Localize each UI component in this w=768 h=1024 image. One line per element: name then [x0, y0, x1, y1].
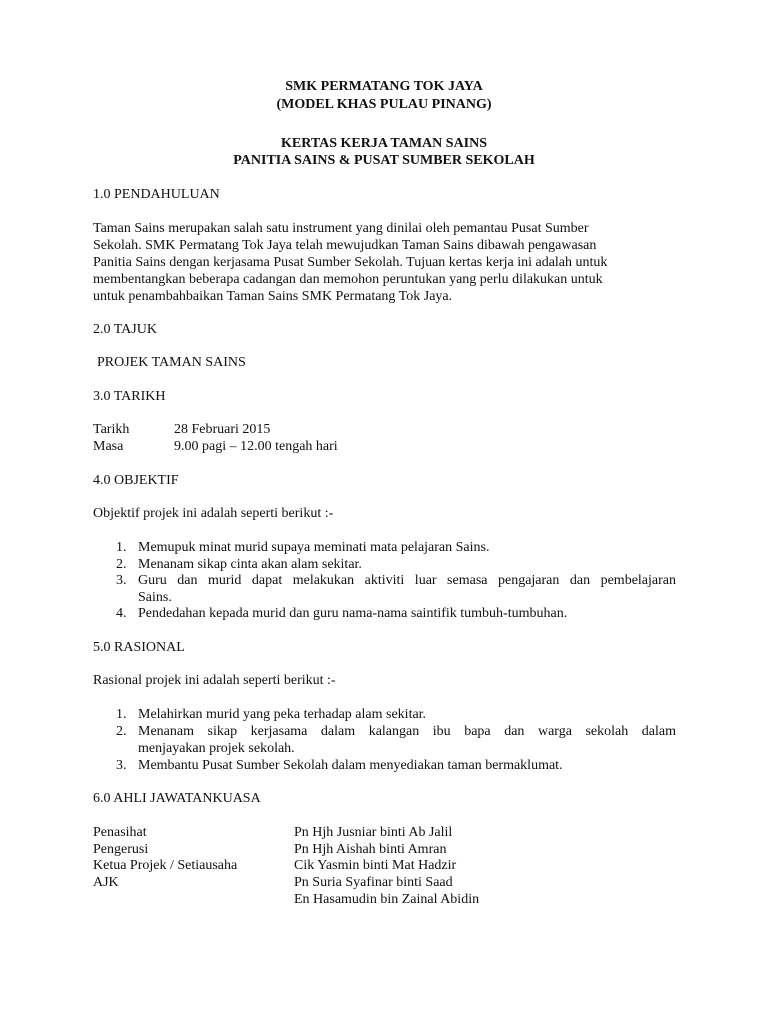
section-heading-rational: 5.0 RASIONAL: [93, 640, 185, 655]
list-text: Membantu Pusat Sumber Sekolah dalam menyediakan taman bermaklumat.: [138, 758, 563, 773]
section-heading-committee: 6.0 AHLI JAWATANKUASA: [93, 791, 261, 806]
list-text: Memupuk minat murid supaya meminati mata pelajaran Sains.: [138, 540, 490, 555]
time-label: Masa: [93, 439, 124, 454]
list-text: Pendedahan kepada murid dan guru nama-nama saintifik tumbuh-tumbuhan.: [138, 606, 568, 621]
list-number: 2.: [116, 724, 127, 739]
list-text: menjayakan projek sekolah.: [138, 741, 295, 756]
intro-line: Sekolah. SMK Permatang Tok Jaya telah mewujudkan Taman Sains dibawah pengawasan: [93, 238, 597, 253]
intro-line: membentangkan beberapa cadangan dan memohon peruntukan yang perlu dilakukan untuk: [93, 272, 603, 287]
school-name: SMK PERMATANG TOK JAYA: [285, 79, 483, 94]
section-heading-date: 3.0 TARIKH: [93, 389, 166, 404]
committee-role: Penasihat: [93, 825, 147, 840]
list-text: Menanam sikap kerjasama dalam kalangan ibu bapa dan warga sekolah dalam: [138, 724, 676, 739]
committee-name: Pn Suria Syafinar binti Saad: [294, 875, 453, 890]
list-text: Sains.: [138, 590, 172, 605]
list-number: 2.: [116, 557, 127, 572]
objective-intro: Objektif projek ini adalah seperti berikut :-: [93, 506, 334, 521]
list-number: 1.: [116, 707, 127, 722]
list-text: Melahirkan murid yang peka terhadap alam sekitar.: [138, 707, 427, 722]
rational-intro: Rasional projek ini adalah seperti berikut :-: [93, 673, 336, 688]
section-heading-objective: 4.0 OBJEKTIF: [93, 473, 179, 488]
committee-role: Ketua Projek / Setiausaha: [93, 858, 238, 873]
committee-role: AJK: [93, 875, 119, 890]
committee-name: Pn Hjh Jusniar binti Ab Jalil: [294, 825, 453, 840]
committee-role: Pengerusi: [93, 842, 149, 857]
document-title: KERTAS KERJA TAMAN SAINS: [280, 136, 488, 151]
intro-line: Taman Sains merupakan salah satu instrument yang dinilai oleh pemantau Pusat Sumber: [93, 221, 589, 236]
intro-line: untuk penambahbaikan Taman Sains SMK Permatang Tok Jaya.: [93, 289, 453, 304]
committee-name: En Hasamudin bin Zainal Abidin: [294, 892, 480, 907]
school-model: (MODEL KHAS PULAU PINANG): [276, 97, 492, 112]
list-number: 3.: [116, 758, 127, 773]
date-value: 28 Februari 2015: [174, 422, 271, 437]
list-number: 3.: [116, 573, 127, 588]
committee-name: Pn Hjh Aishah binti Amran: [294, 842, 447, 857]
committee-title: PANITIA SAINS & PUSAT SUMBER SEKOLAH: [233, 153, 535, 168]
time-value: 9.00 pagi – 12.00 tengah hari: [174, 439, 338, 454]
section-heading-intro: 1.0 PENDAHULUAN: [93, 187, 220, 202]
list-text: Guru dan murid dapat melakukan aktiviti luar semasa pengajaran dan pembelajaran: [138, 573, 676, 588]
intro-line: Panitia Sains dengan kerjasama Pusat Sumber Sekolah. Tujuan kertas kerja ini adalah untuk: [93, 255, 608, 270]
committee-name: Cik Yasmin binti Mat Hadzir: [294, 858, 457, 873]
project-title: PROJEK TAMAN SAINS: [97, 355, 246, 370]
list-number: 1.: [116, 540, 127, 555]
list-text: Menanam sikap cinta akan alam sekitar.: [138, 557, 362, 572]
date-label: Tarikh: [93, 422, 130, 437]
section-heading-title: 2.0 TAJUK: [93, 322, 157, 337]
list-number: 4.: [116, 606, 127, 621]
